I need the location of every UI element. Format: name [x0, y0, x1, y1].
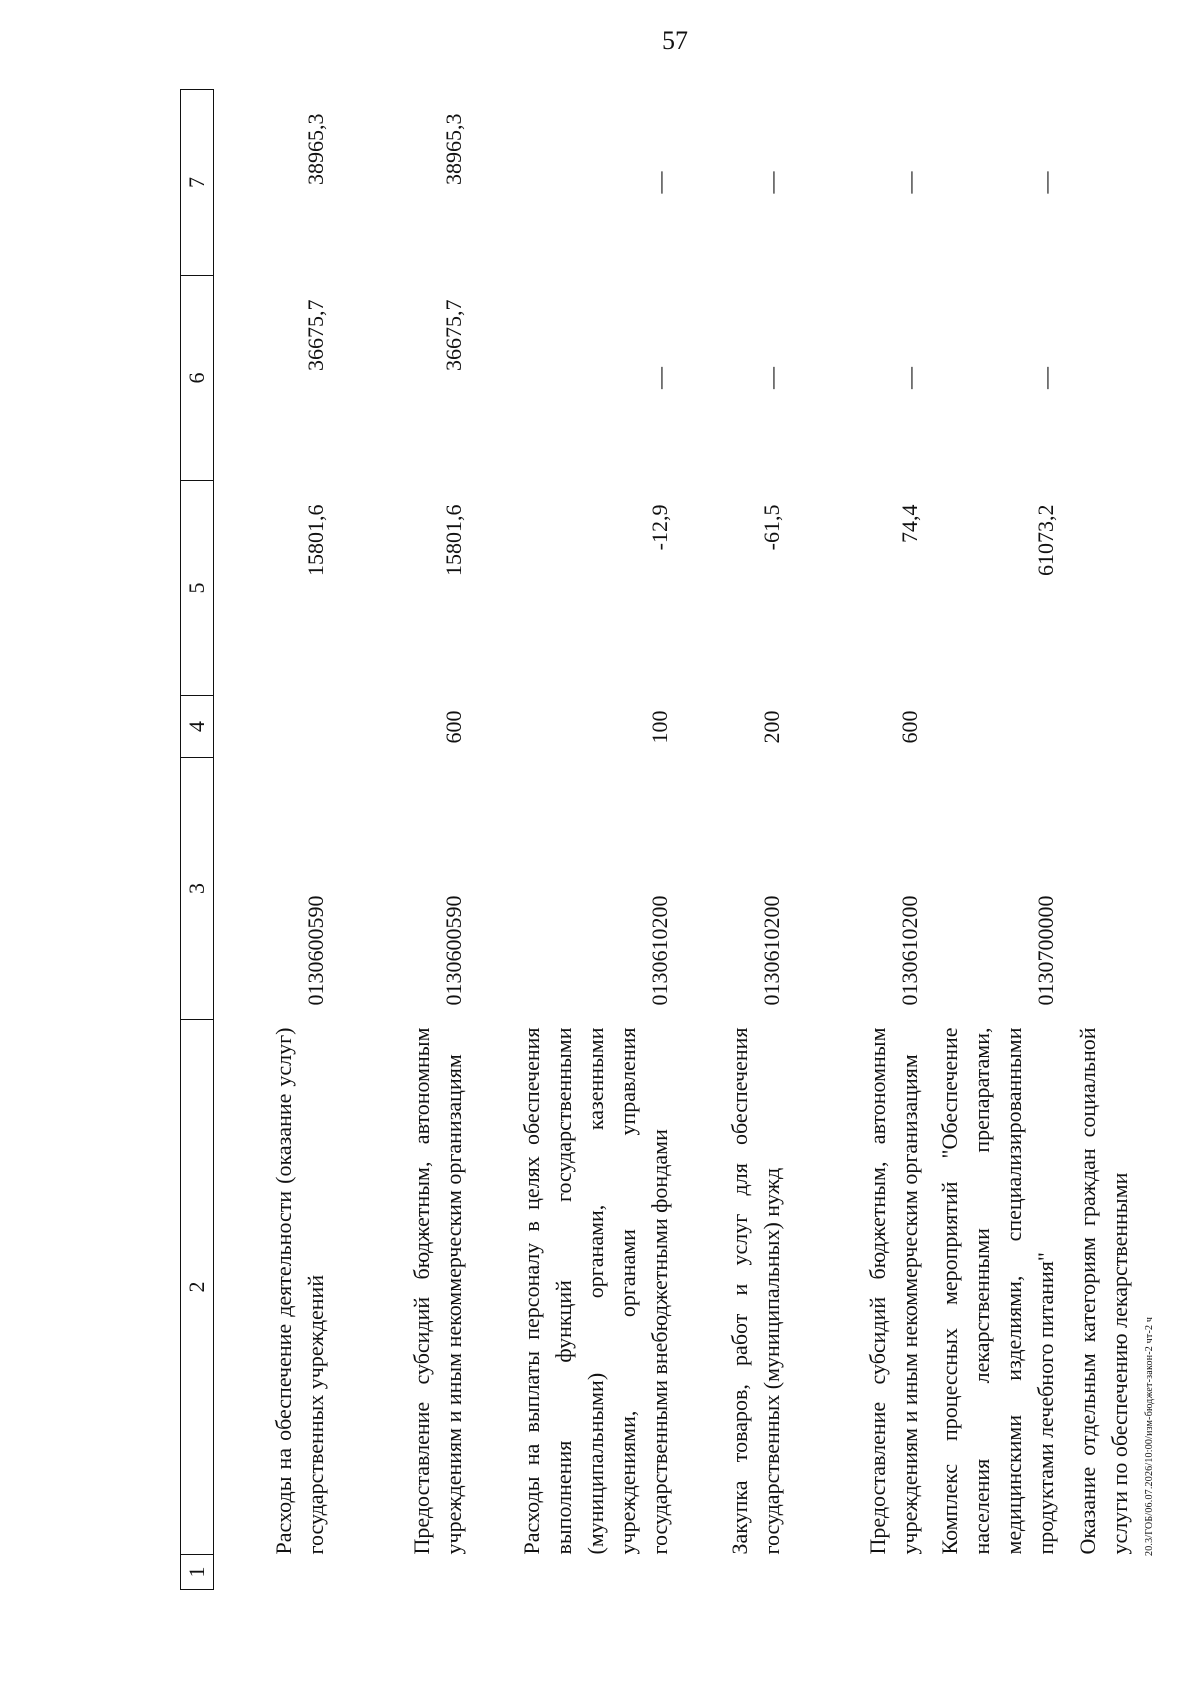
column-header: 5	[181, 481, 214, 696]
column-header: 7	[181, 90, 214, 276]
column-header: 4	[181, 696, 214, 758]
amount-col6-cell: 36675,7	[441, 299, 466, 371]
amount-col5-cell: 15801,6	[303, 504, 328, 576]
expense-type-cell: 600	[441, 710, 466, 744]
expense-name-cell: Расходы на обеспечение деятельности (оказание услуг) государственных учреждений	[271, 1027, 328, 1555]
row-number-cell	[1062, 1555, 1136, 1590]
table-row	[676, 90, 788, 1590]
row-number-cell	[926, 1555, 1062, 1590]
target-article-code-cell: 0130700000	[1033, 895, 1058, 1006]
budget-table-rotated	[180, 90, 1132, 1590]
amount-col7-cell	[1062, 90, 1136, 276]
target-article-code-cell	[1062, 758, 1136, 1020]
column-header: 6	[181, 276, 214, 481]
amount-col7-cell: —	[1033, 171, 1058, 194]
target-article-code-cell: 0130610200	[647, 895, 672, 1006]
amount-col7-cell: 38965,3	[441, 113, 466, 185]
target-article-code-cell: 0130610200	[759, 895, 784, 1006]
target-article-code-cell: 0130610200	[897, 895, 922, 1006]
table-row	[788, 90, 926, 1590]
table-row	[1062, 90, 1136, 1590]
amount-col6-cell: —	[759, 367, 784, 389]
column-header: 1	[181, 1555, 214, 1590]
expense-type-cell: 100	[647, 710, 672, 744]
expense-type-cell	[1062, 696, 1136, 758]
expense-name-cell: Предоставление субсидий бюджетным, автономным учреждениям и иным некоммерческим организациям	[409, 1027, 466, 1555]
expense-name-cell: Закупка товаров, работ и услуг для обеспечения государственных (муниципальных) нужд	[727, 1027, 784, 1555]
target-article-code-cell: 0130600590	[441, 895, 466, 1006]
amount-col5-cell: 61073,2	[1033, 504, 1058, 576]
table-row	[332, 90, 470, 1590]
amount-col7-cell: —	[647, 171, 672, 194]
row-number-cell	[332, 1555, 470, 1590]
page-number: 57	[662, 26, 688, 55]
amount-col7-cell: —	[897, 171, 922, 194]
expense-type-cell	[926, 696, 1062, 758]
amount-col6-cell: —	[647, 367, 672, 389]
amount-col5-cell: -61,5	[759, 504, 784, 551]
expense-name-cell: Комплекс процессных мероприятий "Обеспечение населения лекарственными препаратами, медицинскими изделиями, специализированными продуктами лечебного питания"	[937, 1027, 1058, 1555]
expense-name-cell: Расходы на выплаты персоналу в целях обеспечения выполнения функций государственными (муниципальными) органами, казенными учреждениями, органами управления государственными внебюджетными фондами	[519, 1027, 672, 1555]
expense-name-cell: Предоставление субсидий бюджетным, автономным учреждениям и иным некоммерческим организациям	[865, 1027, 922, 1555]
amount-col7-cell: 38965,3	[303, 113, 328, 185]
column-header: 2	[181, 1020, 214, 1555]
amount-col6-cell	[1062, 276, 1136, 481]
table-row	[214, 90, 333, 1590]
document-footer-code: 20.3/ГОБ/06.07.2026/10:00/изм-бюджет-закон-2 чт-2 ч	[1144, 1316, 1155, 1556]
table-header-row	[181, 90, 214, 1590]
target-article-code-cell: 0130600590	[303, 895, 328, 1006]
expense-type-cell: 600	[897, 710, 922, 744]
budget-table	[180, 89, 1136, 1590]
expense-type-cell	[214, 696, 333, 758]
amount-col5-cell: -12,9	[647, 504, 672, 551]
expense-type-cell: 200	[759, 710, 784, 744]
amount-col6-cell: 36675,7	[303, 299, 328, 371]
column-header: 3	[181, 758, 214, 1020]
amount-col5-cell: 74,4	[897, 504, 922, 543]
amount-col5-cell: 15801,6	[441, 504, 466, 576]
row-number-cell	[214, 1555, 333, 1590]
table-row	[926, 90, 1062, 1590]
row-number-cell	[788, 1555, 926, 1590]
row-number-cell	[470, 1555, 676, 1590]
amount-col6-cell: —	[897, 367, 922, 389]
table-row	[470, 90, 676, 1590]
row-number-cell	[676, 1555, 788, 1590]
amount-col5-cell	[1062, 481, 1136, 696]
amount-col6-cell: —	[1033, 367, 1058, 389]
amount-col7-cell: —	[759, 171, 784, 194]
expense-name-cell: Оказание отдельным категориям граждан социальной услуги по обеспечению лекарственными	[1075, 1027, 1132, 1555]
